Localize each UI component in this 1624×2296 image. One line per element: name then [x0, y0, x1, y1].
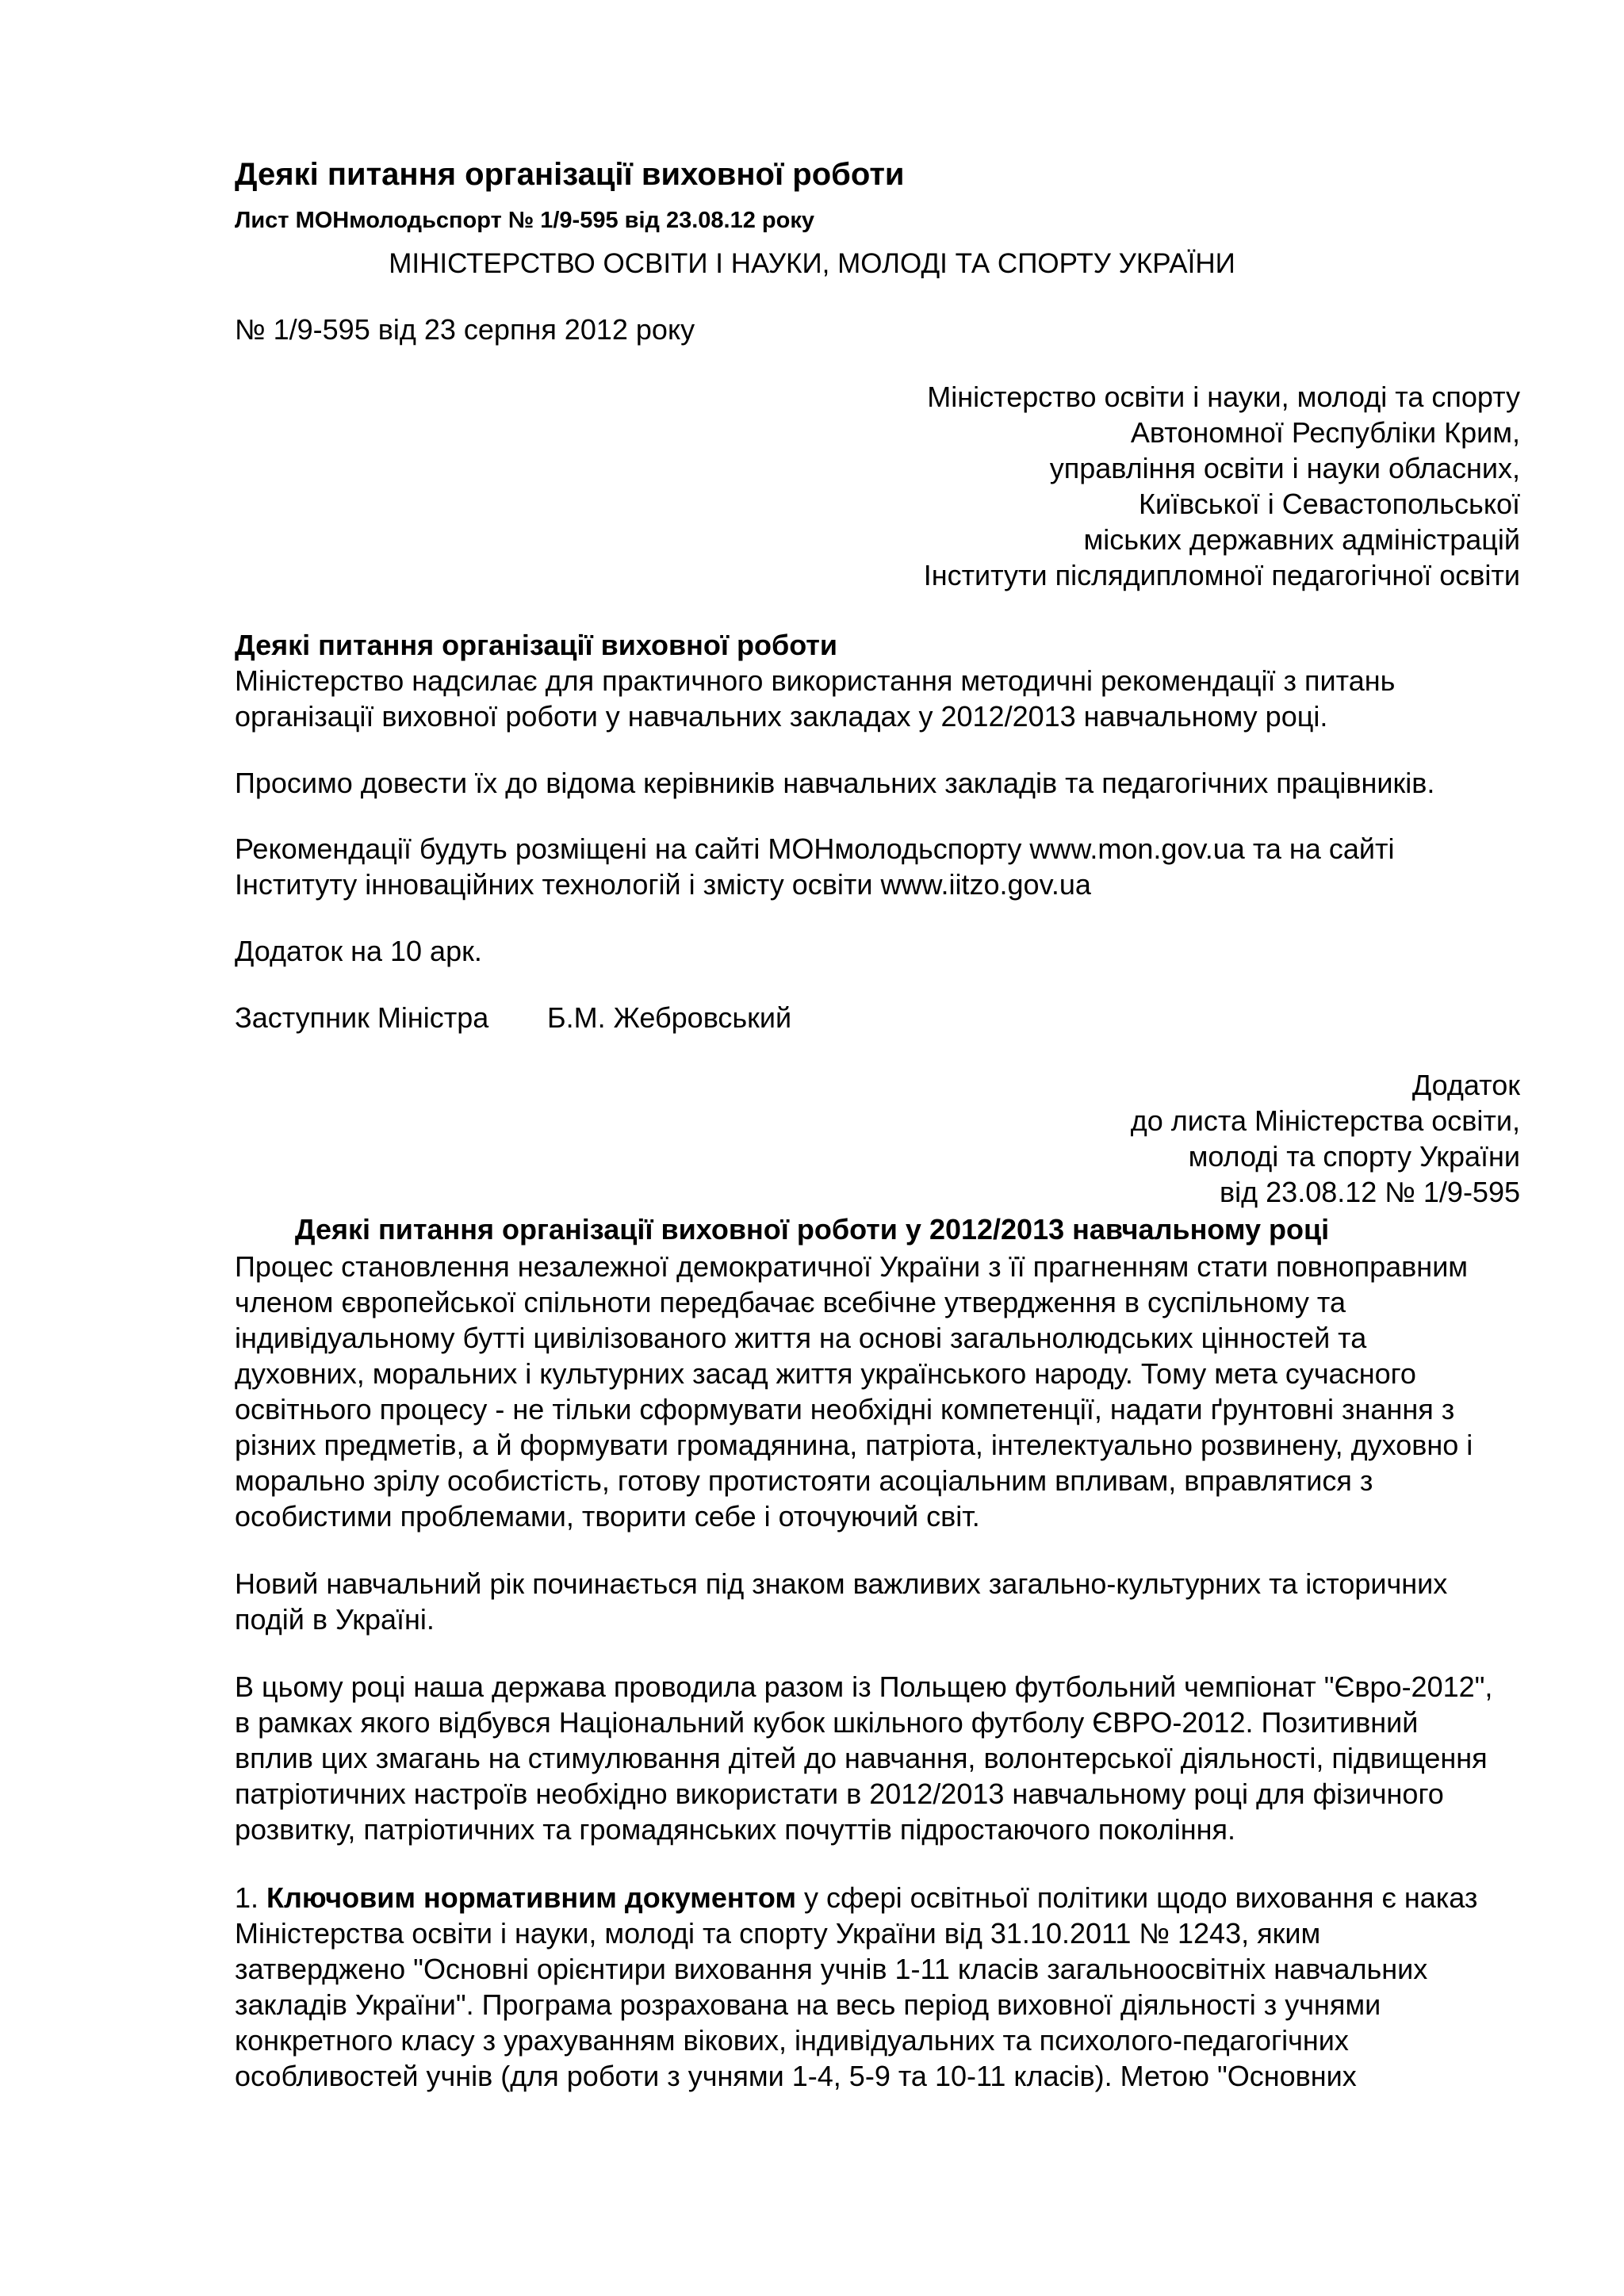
- addressee-line: управління освіти і науки обласних,: [1049, 452, 1520, 484]
- paragraph-line: [235, 1880, 1477, 1916]
- addressee-line: Інститути післядипломної педагогічної освіти: [923, 559, 1520, 591]
- paragraph-line: Міністерство надсилає для практичного використання методичні рекомендації з питань: [235, 664, 1396, 697]
- paragraph-line: членом європейської спільноти передбачає всебічне утвердження в суспільному та: [235, 1286, 1346, 1318]
- appendix-line: молоді та спорту України: [1188, 1140, 1520, 1173]
- emphasis-text: Ключовим нормативним документом: [266, 1881, 796, 1914]
- paragraph-line: духовних, моральних і культурних засад життя українського народу. Тому мета сучасного: [235, 1357, 1416, 1390]
- appendix-line: Додаток: [1411, 1069, 1520, 1101]
- item-number: 1.: [235, 1881, 267, 1914]
- signature-name: Б.М. Жебровський: [547, 1001, 792, 1034]
- paragraph-line: Інституту інноваційних технологій і змісту освіти www.iitzo.gov.ua: [235, 868, 1091, 901]
- letter-subtitle: Лист МОНмолодьспорт № 1/9-595 від 23.08.12 року: [235, 208, 815, 233]
- paragraph-line: подій в Україні.: [235, 1603, 435, 1636]
- paragraph-line: особистими проблемами, творити себе і оточуючий світ.: [235, 1500, 980, 1533]
- addressee-line: Міністерство освіти і науки, молоді та спорту: [927, 381, 1520, 413]
- ministry-heading: МІНІСТЕРСТВО ОСВІТИ І НАУКИ, МОЛОДІ ТА СПОРТУ УКРАЇНИ: [389, 248, 1235, 279]
- paragraph-line: вплив цих змагань на стимулювання дітей до навчання, волонтерської діяльності, підвищення: [235, 1742, 1488, 1774]
- paragraph-line: в рамках якого відбувся Національний кубок шкільного футболу ЄВРО-2012. Позитивний: [235, 1706, 1419, 1739]
- paragraph-line: розвитку, патріотичних та громадянських почуттів підростаючого покоління.: [235, 1813, 1236, 1846]
- paragraph-line: В цьому році наша держава проводила разом із Польщею футбольний чемпіонат "Євро-2012",: [235, 1670, 1493, 1703]
- paragraph-line: індивідуальному бутті цивілізованого життя на основі загальнолюдських цінностей та: [235, 1322, 1367, 1354]
- paragraph-line: Міністерства освіти і науки, молоді та спорту України від 31.10.2011 № 1243, яким: [235, 1917, 1321, 1950]
- paragraph-text: у сфері освітньої політики щодо виховання є наказ: [795, 1881, 1478, 1914]
- appendix-line: від 23.08.12 № 1/9-595: [1220, 1176, 1520, 1208]
- appendix-line: до листа Міністерства освіти,: [1130, 1104, 1520, 1137]
- letter-heading: Деякі питання організації виховної роботи: [235, 629, 838, 661]
- paragraph-line: різних предметів, а й формувати громадянина, патріота, інтелектуально розвинену, духовно і: [235, 1429, 1473, 1461]
- page-title: Деякі питання організації виховної роботи: [235, 157, 905, 192]
- signature-role: Заступник Міністра: [235, 1001, 489, 1034]
- paragraph-line: затверджено "Основні орієнтири виховання учнів 1-11 класів загальноосвітніх навчальних: [235, 1953, 1428, 1985]
- addressee-line: Київської і Севастопольської: [1138, 488, 1520, 520]
- paragraph-line: освітнього процесу - не тільки сформувати необхідні компетенції, надати ґрунтовні знання з: [235, 1393, 1455, 1425]
- paragraph-line: патріотичних настроїв необхідно використати в 2012/2013 навчальному році для фізичного: [235, 1777, 1444, 1810]
- paragraph-line: морально зрілу особистість, готову протистояти асоціальним впливам, вправлятися з: [235, 1464, 1373, 1497]
- attachment-note: Додаток на 10 арк.: [235, 935, 482, 967]
- addressee-line: міських державних адміністрацій: [1083, 523, 1520, 556]
- paragraph-line: Просимо довести їх до відома керівників навчальних закладів та педагогічних працівників.: [235, 767, 1435, 799]
- appendix-heading: Деякі питання організації виховної роботи у 2012/2013 навчальному році: [294, 1213, 1330, 1246]
- paragraph-line: особливостей учнів (для роботи з учнями 1-4, 5-9 та 10-11 класів). Метою "Основних: [235, 2060, 1357, 2092]
- paragraph-line: Процес становлення незалежної демократичної України з її прагненням стати повноправним: [235, 1250, 1469, 1283]
- letter-reference: № 1/9-595 від 23 серпня 2012 року: [235, 313, 695, 346]
- paragraph-line: Рекомендації будуть розміщені на сайті МОНмолодьспорту www.mon.gov.ua та на сайті: [235, 832, 1395, 865]
- paragraph-line: організації виховної роботи у навчальних закладах у 2012/2013 навчальному році.: [235, 700, 1328, 733]
- addressee-line: Автономної Республіки Крим,: [1130, 416, 1520, 449]
- paragraph-line: закладів України". Програма розрахована на весь період виховної діяльності з учнями: [235, 1988, 1381, 2021]
- paragraph-line: конкретного класу з урахуванням вікових, індивідуальних та психолого-педагогічних: [235, 2024, 1349, 2057]
- paragraph-line: Новий навчальний рік починається під знаком важливих загально-культурних та історичних: [235, 1567, 1448, 1600]
